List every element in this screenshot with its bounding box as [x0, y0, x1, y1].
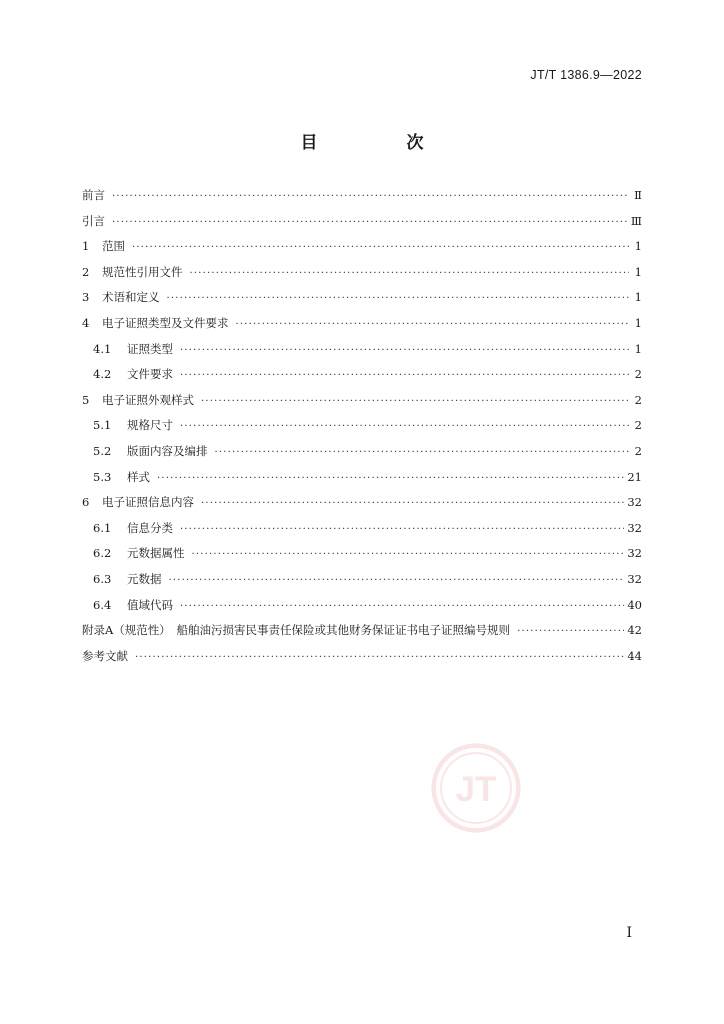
toc-entry[interactable] [82, 183, 642, 209]
page-title: 目 次 [300, 133, 460, 153]
toc-entry[interactable] [82, 234, 642, 260]
toc-entry-page: 32 [627, 520, 642, 535]
toc-entry-page: 32 [627, 546, 642, 561]
toc-entry-title: 规格尺寸 [127, 418, 173, 433]
toc-entry-number: 1 [82, 239, 90, 254]
toc-entry-number: 6.3 [93, 571, 112, 586]
toc-leader-dots [201, 389, 629, 415]
toc-entry[interactable] [82, 618, 642, 644]
toc-entry[interactable] [82, 285, 642, 311]
toc-entry-number: 3 [82, 290, 90, 305]
toc-leader-dots [169, 568, 625, 594]
toc-entry-title: 引言 [82, 213, 105, 228]
toc-leader-dots [201, 491, 624, 517]
toc-entry-number: 5.2 [93, 443, 112, 458]
table-of-contents [82, 183, 642, 669]
toc-leader-dots [180, 414, 629, 440]
toc-leader-dots [236, 312, 630, 338]
toc-entry-title: 值域代码 [127, 597, 173, 612]
toc-entry-number: 6.1 [93, 520, 112, 535]
toc-entry-number: 2 [82, 264, 90, 279]
toc-entry-page: 32 [627, 495, 642, 510]
toc-entry-page: 1 [634, 315, 642, 330]
toc-entry-page: 2 [634, 392, 642, 407]
toc-entry-number: 4.1 [93, 341, 112, 356]
toc-entry[interactable] [82, 209, 642, 235]
toc-entry-number: 5.3 [93, 469, 112, 484]
toc-entry-number: 5.1 [93, 418, 112, 433]
toc-entry-title: 文件要求 [127, 367, 173, 382]
toc-entry-number: 6 [82, 495, 90, 510]
watermark-text: JT [455, 769, 497, 809]
toc-entry-title: 元数据属性 [127, 546, 185, 561]
toc-leader-dots [215, 440, 630, 466]
toc-leader-dots [167, 286, 630, 312]
toc-leader-dots [517, 619, 624, 645]
toc-entry-page: 2 [634, 443, 642, 458]
toc-entry-page: 1 [634, 264, 642, 279]
toc-entry-title: 电子证照外观样式 [102, 392, 194, 407]
toc-entry-page: 32 [627, 571, 642, 586]
toc-entry-title: 参考文献 [82, 648, 128, 663]
toc-entry-title: 样式 [127, 469, 150, 484]
toc-entry-page: Ⅲ [630, 213, 642, 228]
toc-leader-dots [192, 542, 625, 568]
toc-entry[interactable] [82, 490, 642, 516]
toc-entry[interactable] [82, 362, 642, 388]
toc-entry[interactable] [82, 644, 642, 670]
toc-entry-number: 5 [82, 392, 90, 407]
toc-leader-dots [180, 338, 629, 364]
toc-entry-number: 6.4 [93, 597, 112, 612]
toc-entry[interactable] [82, 516, 642, 542]
toc-entry-number: 4.2 [93, 367, 112, 382]
toc-leader-dots [135, 645, 624, 671]
toc-leader-dots [157, 466, 624, 492]
toc-leader-dots [180, 517, 624, 543]
toc-entry-number: 6.2 [93, 546, 112, 561]
toc-entry-title: 附录A（规范性） 船舶油污损害民事责任保险或其他财务保证证书电子证照编号规则 [82, 623, 511, 638]
toc-leader-dots [180, 594, 624, 620]
toc-entry[interactable] [82, 388, 642, 414]
toc-entry[interactable] [82, 567, 642, 593]
toc-entry-page: 1 [634, 239, 642, 254]
toc-entry-number: 4 [82, 315, 90, 330]
toc-entry[interactable] [82, 593, 642, 619]
toc-entry-title: 电子证照信息内容 [102, 495, 194, 510]
toc-entry-title: 前言 [82, 188, 105, 202]
page-number: I [626, 925, 632, 941]
toc-leader-dots [112, 210, 628, 236]
toc-entry[interactable] [82, 465, 642, 491]
toc-leader-dots [190, 261, 630, 287]
toc-entry-title: 元数据 [127, 571, 162, 586]
toc-entry[interactable] [82, 541, 642, 567]
toc-entry[interactable] [82, 337, 642, 363]
toc-entry[interactable] [82, 439, 642, 465]
toc-entry-page: 42 [627, 623, 642, 638]
toc-entry-page: 44 [627, 648, 642, 663]
toc-entry-title: 信息分类 [127, 520, 173, 535]
toc-entry-page: 1 [634, 290, 642, 305]
jt-logo-watermark-icon [430, 742, 522, 834]
toc-entry-title: 规范性引用文件 [102, 264, 183, 279]
toc-entry-title: 版面内容及编排 [127, 443, 208, 458]
toc-entry[interactable] [82, 413, 642, 439]
toc-entry-page: 1 [634, 341, 642, 356]
standard-code: JT/T 1386.9—2022 [530, 68, 642, 82]
toc-entry[interactable] [82, 260, 642, 286]
toc-entry-title: 范围 [102, 239, 125, 254]
toc-leader-dots [180, 363, 629, 389]
toc-entry-page: 40 [627, 597, 642, 612]
toc-leader-dots [112, 184, 629, 210]
toc-entry-page: 2 [634, 367, 642, 382]
toc-leader-dots [132, 235, 629, 261]
toc-entry-page: 21 [627, 469, 642, 484]
toc-entry-title: 术语和定义 [102, 290, 160, 305]
toc-entry[interactable] [82, 311, 642, 337]
toc-entry-title: 电子证照类型及文件要求 [102, 315, 229, 330]
toc-entry-page: 2 [634, 418, 642, 433]
toc-entry-page: Ⅱ [634, 188, 642, 202]
toc-entry-title: 证照类型 [127, 341, 173, 356]
